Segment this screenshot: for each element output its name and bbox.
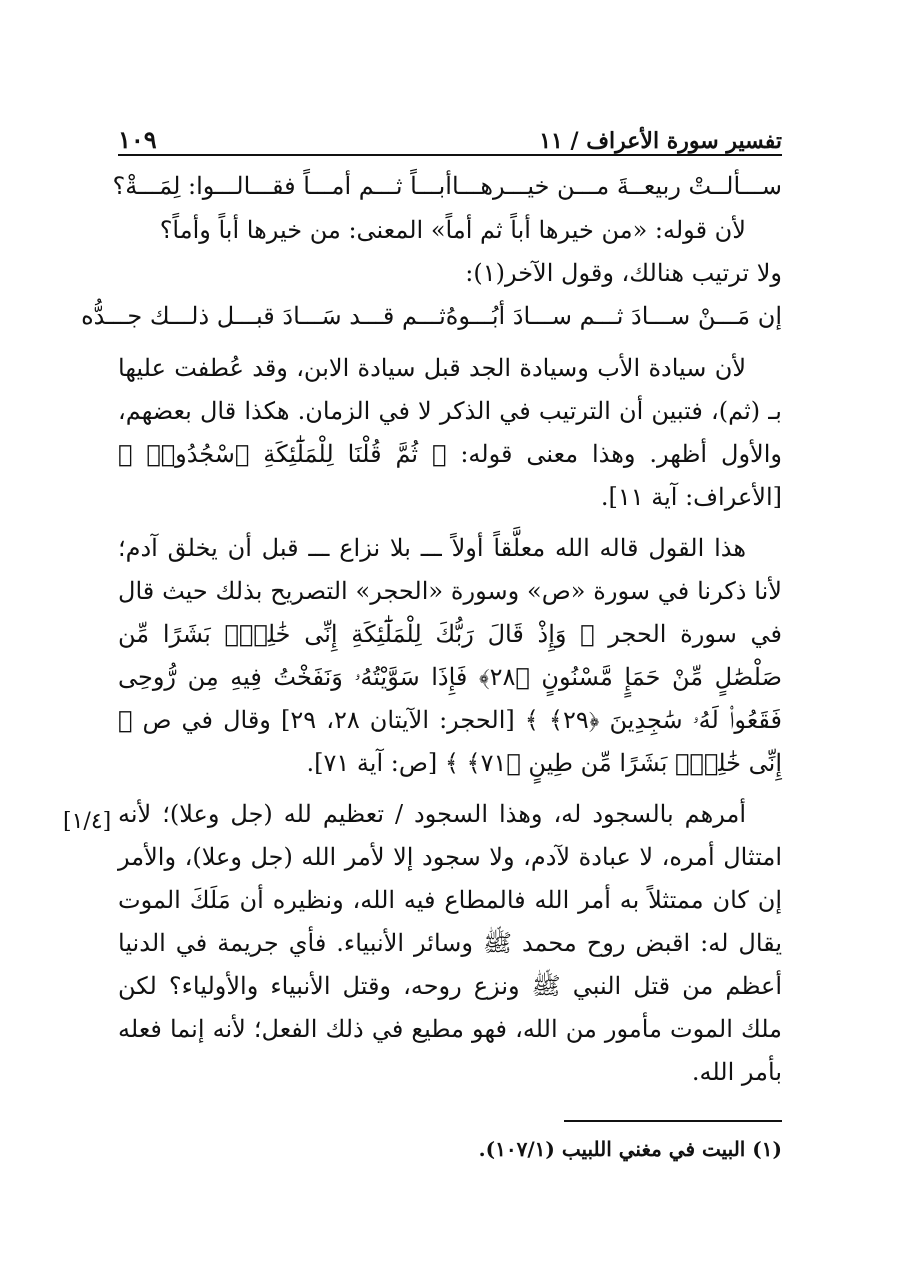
paragraph: ولا ترتيب هنالك، وقول الآخر(١): bbox=[465, 259, 782, 287]
verse-first-hemistich: إن مَـــنْ ســـادَ ثـــم ســـادَ أبُـــوهُ bbox=[445, 302, 782, 330]
paragraph: لأن قوله: «من خيرها أباً ثم أماً» المعنى: من خيرها أباً وأماً؟ bbox=[159, 216, 746, 244]
footnote: (١) البيت في مغني اللبيب (١٠٧/١). bbox=[478, 1137, 782, 1161]
verse-first-hemistich: ســـألــتْ ربيعــةَ مـــن خيـــرهـــا bbox=[451, 172, 782, 200]
poetry-verse bbox=[112, 165, 782, 209]
page-header bbox=[118, 108, 782, 154]
running-title: تفسير سورة الأعراف / ١١ bbox=[539, 128, 782, 154]
verse-second-hemistich: ثـــم قـــد سَـــادَ قبـــل ذلـــك جـــدُّه bbox=[81, 302, 446, 330]
paragraph: أمرهم بالسجود له، وهذا السجود / تعظيم لله (جل وعلا)؛ لأنه امتثال أمره، لا عبادة لآدم، ولا سجود إلا لأمر الله (جل وعلا)، والأمر إن كان ممتثلاً به أمر الله فالمطاع فيه الله، ونظيره أن مَلَكَ الموت يقال له: اقبض روح محمد ﷺ وسائر الأنبياء. فأي جريمة في الدنيا أعظم من قتل النبي ﷺ ونزع روحه، وقتل الأنبياء والأولياء؟ لكن ملك الموت مأمور من الله، فهو مطيع في ذلك الفعل؛ لأنه إنما فعله بأمر الله. bbox=[118, 800, 783, 1086]
footnote-rule bbox=[564, 1120, 782, 1122]
page-number: ١٠٩ bbox=[118, 125, 157, 154]
manuscript-page-marker: [١/٤] bbox=[63, 809, 112, 834]
paragraph: هذا القول قاله الله معلَّقاً أولاً ـــ بلا نزاع ـــ قبل أن يخلق آدم؛ لأنا ذكرنا في سورة «ص» وسورة «الحجر» التصريح بذلك حيث قال في سورة الحجر ﴿ وَإِذْ قَالَ رَبُّكَ لِلْمَلَٰٓئِكَةِ إِنِّى خَٰلِقٌۢ بَشَرًا مِّن صَلْصَٰلٍ مِّنْ حَمَإٍ مَّسْنُونٍ ﴿٢٨﴾ فَإِذَا سَوَّيْتُهُۥ وَنَفَخْتُ فِيهِ مِن رُّوحِى فَقَعُوا۟ لَهُۥ سَٰجِدِينَ ﴿٢٩﴾ ﴾ [الحجر: الآيتان ٢٨، ٢٩] وقال في ص ﴿ إِنِّى خَٰلِقٌۢ بَشَرًا مِّن طِينٍ ﴿٧١﴾ ﴾ [ص: آية ٧١]. bbox=[118, 534, 783, 777]
verse-second-hemistich: أبـــاً ثـــم أمـــاً فقـــالـــوا: لِمَـــةْ؟ bbox=[112, 172, 452, 200]
poetry-verse bbox=[81, 295, 782, 339]
header-rule bbox=[118, 154, 782, 156]
paragraph: لأن سيادة الأب وسيادة الجد قبل سيادة الابن، وقد عُطفت عليها بـ (ثم)، فتبين أن الترتيب في الذكر لا في الزمان. هكذا قال بعضهم، والأول أظهر. وهذا معنى قوله: ﴿ ثُمَّ قُلْنَا لِلْمَلَٰٓئِكَةِ ٱسْجُدُوا۟ ﴾ [الأعراف: آية ١١]. bbox=[118, 354, 782, 511]
